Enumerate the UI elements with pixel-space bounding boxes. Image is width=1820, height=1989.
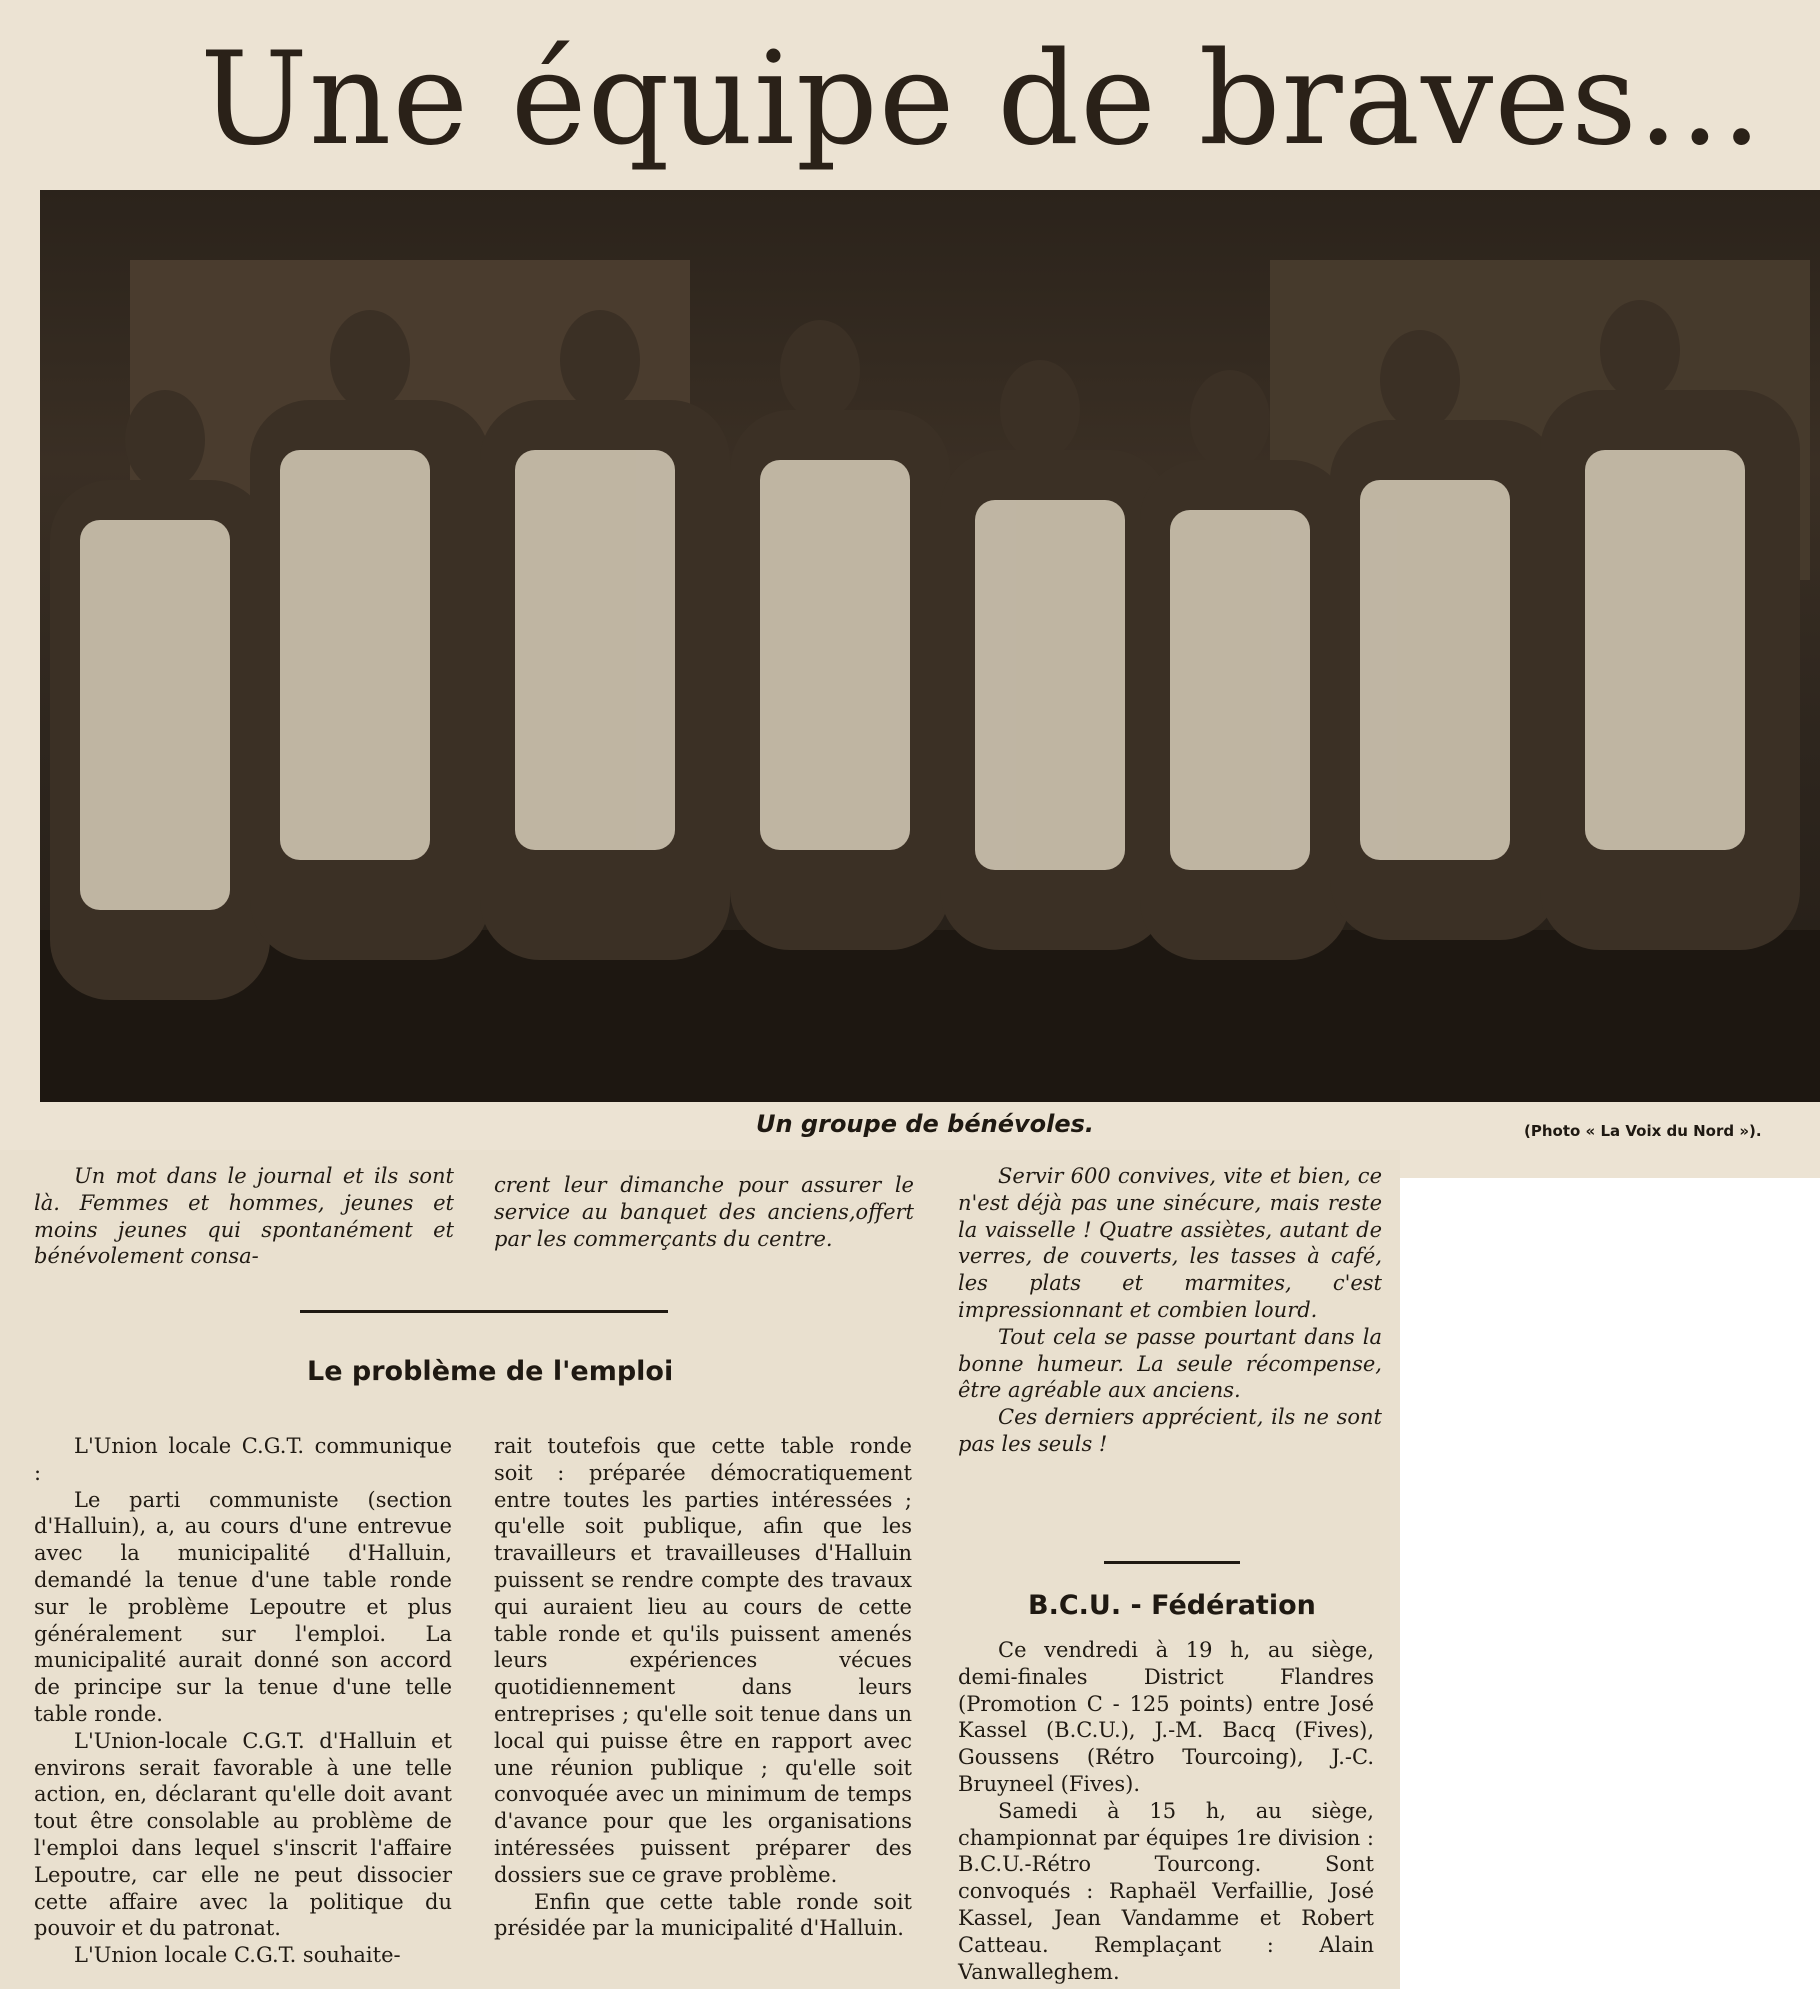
emploi-column-1 (34, 1433, 452, 1969)
emploi-heading: Le problème de l'emploi (307, 1356, 674, 1387)
bcu-paragraph-2: Samedi à 15 h, au siège, championnat par équipes 1re division : B.C.U.-Rétro Tourcong. Sont convoqués : Raphaël Verfaillie, José Kassel, Jean Vandamme et Robert Catteau. Remplaçant : Alain Vanwalleghem. (958, 1798, 1374, 1984)
group-photo (40, 190, 1820, 1102)
headline: Une équipe de braves... (200, 25, 1763, 174)
vaisselle-paragraph-3: Ces derniers apprécient, ils ne sont pas les seuls ! (958, 1405, 1382, 1456)
intro-column-2 (494, 1172, 914, 1252)
bcu-paragraph-1: Ce vendredi à 19 h, au siège, demi-finales District Flandres (Promotion C - 125 points) entre José Kassel (B.C.U.), J.-M. Bacq (Fives), Goussens (Rétro Tourcoing), J.-C. Bruyneel (Fives). (958, 1638, 1374, 1796)
emploi-col2-paragraph: rait toutefois que cette table ronde soit : préparée démocratiquement entre toutes les parties intéressées ; qu'elle soit publique, afin que les travailleurs et travailleuses d'Halluin puissent se rendre compte des travaux qui auraient lieu au cours de cette table ronde et qu'ils puissent amenés leurs expériences vécues quotidiennement dans leurs entreprises ; qu'elle soit tenue dans un local qui puisse être en rapport avec une réunion publique ; qu'elle soit convoquée avec un minimum de temps d'avance pour que les organisations intéressées puissent préparer des dossiers sue ce grave problème. (494, 1434, 912, 1887)
emploi-col1-paragraph: L'Union-locale C.G.T. d'Halluin et environs serait favorable à une telle action, en, déclarant qu'elle doit avant tout être consolable au problème de l'emploi dans lequel s'inscrit l'affaire Lepoutre, car elle ne peut dissocier cette affaire avec la politique du pouvoir et du patronat. (34, 1728, 452, 1941)
emploi-col1-paragraph: L'Union locale C.G.T. souhaite- (74, 1943, 401, 1968)
photo-credit: (Photo « La Voix du Nord »). (1524, 1122, 1762, 1140)
section-divider-2 (1104, 1561, 1240, 1564)
intro-paragraph-2: crent leur dimanche pour assurer le service au banquet des anciens,offert par les commerçants du centre. (494, 1173, 914, 1251)
intro-column-1 (34, 1163, 454, 1270)
photo-caption: Un groupe de bénévoles. (756, 1110, 1095, 1138)
intro-paragraph-1: Un mot dans le journal et ils sont là. Femmes et hommes, jeunes et moins jeunes qui spontanément et bénévolement consa- (34, 1164, 454, 1269)
emploi-col1-paragraph: L'Union locale C.G.T. communique : (34, 1434, 452, 1485)
emploi-col1-paragraph: Le parti communiste (section d'Halluin), a, au cours d'une entrevue avec la municipalité d'Halluin, demandé la tenue d'une table ronde sur le problème Lepoutre et plus généralement sur l'emploi. La municipalité aurait donné son accord de principe sur la tenue d'une telle table ronde. (34, 1487, 452, 1726)
vaisselle-paragraph-2: Tout cela se passe pourtant dans la bonne humeur. La seule récompense, être agréable aux anciens. (958, 1324, 1382, 1403)
group-photo-illustration (40, 190, 1820, 1102)
emploi-col2-paragraph: Enfin que cette table ronde soit présidée par la municipalité d'Halluin. (494, 1889, 912, 1941)
vaisselle-paragraph-1: Servir 600 convives, vite et bien, ce n'est déjà pas une sinécure, mais reste la vaisselle ! Quatre assiètes, autant de verres, de couverts, les tasses à café, les plats et marmites, c'est impressionnant et combien lourd. (958, 1164, 1382, 1322)
bcu-heading: B.C.U. - Fédération (1028, 1590, 1316, 1621)
section-divider-1 (300, 1310, 668, 1313)
bcu-column (958, 1637, 1374, 1985)
vaisselle-column (958, 1163, 1382, 1458)
emploi-column-2 (494, 1433, 912, 1942)
